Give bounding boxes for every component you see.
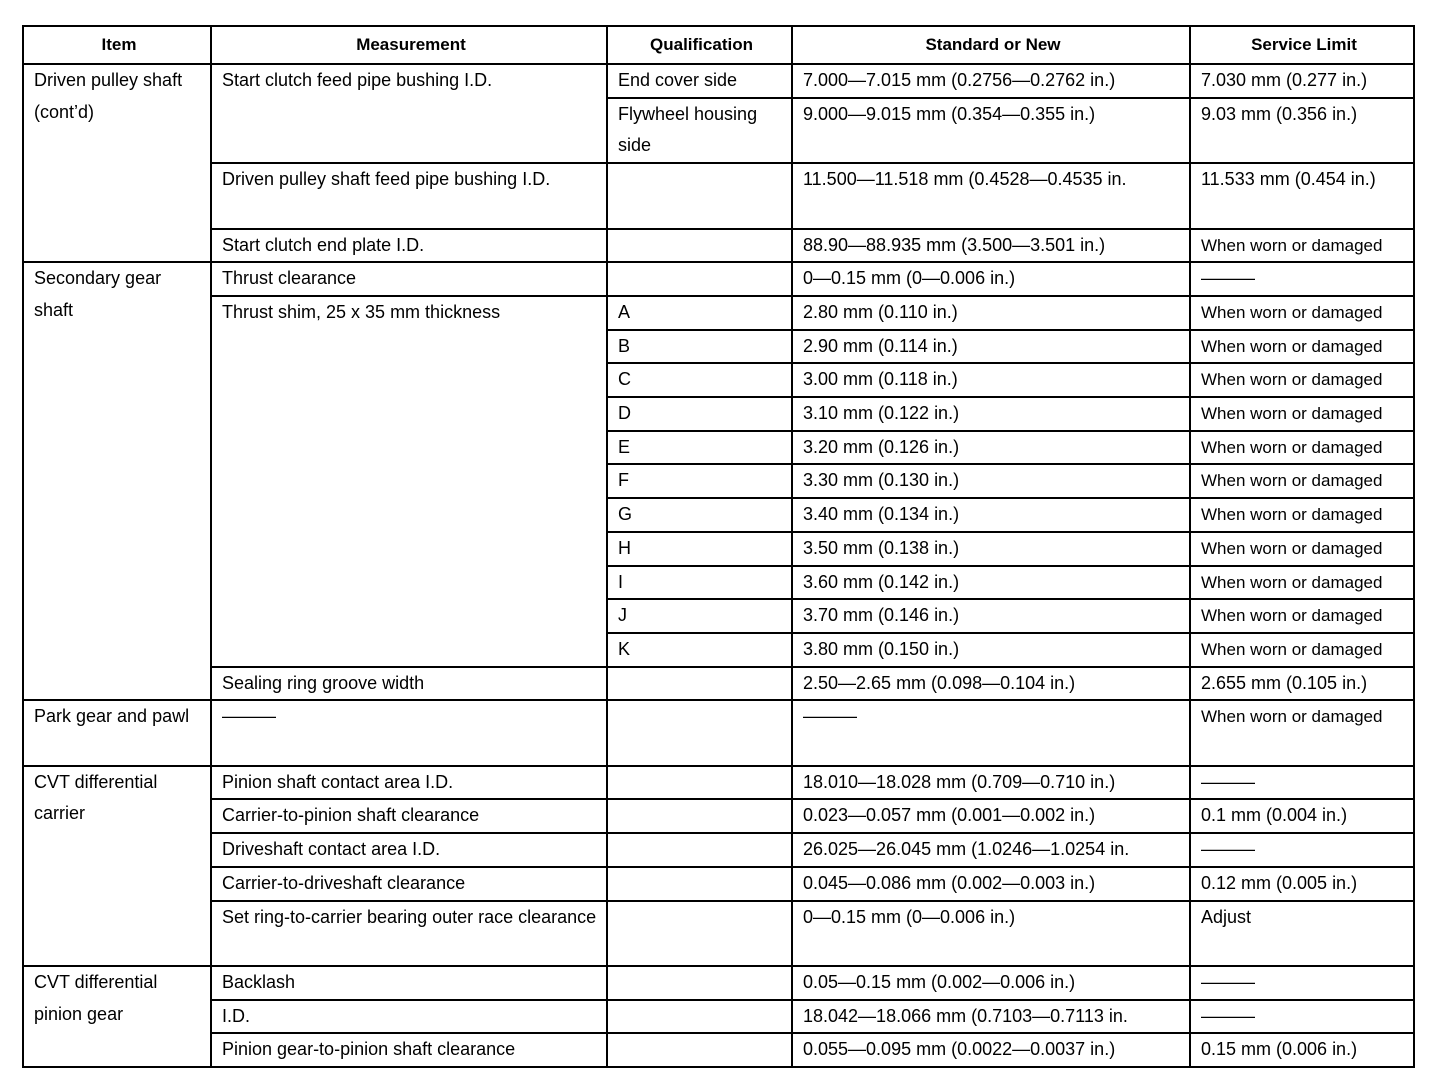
qualification-cell (607, 667, 792, 701)
standard-cell: 26.025—26.045 mm (1.0246—1.0254 in. (792, 833, 1190, 867)
header-row (23, 26, 1414, 64)
table-row (23, 163, 1414, 228)
standard-cell: 0—0.15 mm (0—0.006 in.) (792, 901, 1190, 966)
item-cell: CVT differential carrier (23, 766, 211, 966)
table-row (23, 766, 1414, 800)
standard-cell: 0—0.15 mm (0—0.006 in.) (792, 262, 1190, 296)
service-limit-cell: ——— (1190, 262, 1414, 296)
service-limit-cell: When worn or damaged (1190, 633, 1414, 667)
standard-cell: 3.30 mm (0.130 in.) (792, 464, 1190, 498)
service-limit-cell: When worn or damaged (1190, 397, 1414, 431)
measurement-cell: Carrier-to-pinion shaft clearance (211, 799, 607, 833)
header-item: Item (23, 26, 211, 64)
qualification-cell (607, 799, 792, 833)
table-row (23, 1033, 1414, 1067)
standard-cell: 18.042—18.066 mm (0.7103—0.7113 in. (792, 1000, 1190, 1034)
standard-cell: 88.90—88.935 mm (3.500—3.501 in.) (792, 229, 1190, 263)
qualification-cell (607, 867, 792, 901)
table-row (23, 799, 1414, 833)
qualification-cell: K (607, 633, 792, 667)
service-limit-cell: 0.15 mm (0.006 in.) (1190, 1033, 1414, 1067)
standard-cell: 3.40 mm (0.134 in.) (792, 498, 1190, 532)
qualification-cell (607, 1033, 792, 1067)
qualification-cell (607, 700, 792, 765)
table-row (23, 867, 1414, 901)
standard-cell: 3.80 mm (0.150 in.) (792, 633, 1190, 667)
measurement-cell: Start clutch feed pipe bushing I.D. (211, 64, 607, 163)
qualification-cell: G (607, 498, 792, 532)
header-measurement: Measurement (211, 26, 607, 64)
table-row (23, 229, 1414, 263)
standard-cell: 3.00 mm (0.118 in.) (792, 363, 1190, 397)
item-cell: Driven pulley shaft (cont’d) (23, 64, 211, 262)
standard-cell: 3.20 mm (0.126 in.) (792, 431, 1190, 465)
standard-cell: 3.10 mm (0.122 in.) (792, 397, 1190, 431)
service-limit-cell: When worn or damaged (1190, 498, 1414, 532)
standard-cell: 9.000—9.015 mm (0.354—0.355 in.) (792, 98, 1190, 163)
service-limit-cell: When worn or damaged (1190, 330, 1414, 364)
standard-cell: ——— (792, 700, 1190, 765)
measurement-cell: Driven pulley shaft feed pipe bushing I.D. (211, 163, 607, 228)
standard-cell: 3.60 mm (0.142 in.) (792, 566, 1190, 600)
header-standard: Standard or New (792, 26, 1190, 64)
table-row (23, 667, 1414, 701)
item-cell: Secondary gear shaft (23, 262, 211, 700)
item-cell: Park gear and pawl (23, 700, 211, 765)
service-limit-cell: When worn or damaged (1190, 296, 1414, 330)
standard-cell: 7.000—7.015 mm (0.2756—0.2762 in.) (792, 64, 1190, 98)
service-limit-cell: When worn or damaged (1190, 363, 1414, 397)
service-limit-cell: When worn or damaged (1190, 700, 1414, 765)
measurement-cell: Thrust clearance (211, 262, 607, 296)
qualification-cell: I (607, 566, 792, 600)
measurement-cell: Driveshaft contact area I.D. (211, 833, 607, 867)
measurement-cell: Thrust shim, 25 x 35 mm thickness (211, 296, 607, 667)
service-limit-cell: 9.03 mm (0.356 in.) (1190, 98, 1414, 163)
qualification-cell: E (607, 431, 792, 465)
specifications-table (22, 25, 1415, 1068)
table-body (23, 64, 1414, 1067)
header-service-limit: Service Limit (1190, 26, 1414, 64)
measurement-cell: Pinion gear-to-pinion shaft clearance (211, 1033, 607, 1067)
measurement-cell: Set ring-to-carrier bearing outer race clearance (211, 901, 607, 966)
standard-cell: 2.50—2.65 mm (0.098—0.104 in.) (792, 667, 1190, 701)
table-row (23, 833, 1414, 867)
table-row (23, 296, 1414, 330)
measurement-cell: Carrier-to-driveshaft clearance (211, 867, 607, 901)
standard-cell: 11.500—11.518 mm (0.4528—0.4535 in. (792, 163, 1190, 228)
measurement-cell: Sealing ring groove width (211, 667, 607, 701)
service-limit-cell: When worn or damaged (1190, 532, 1414, 566)
measurement-cell: Start clutch end plate I.D. (211, 229, 607, 263)
qualification-cell: H (607, 532, 792, 566)
service-limit-cell: When worn or damaged (1190, 229, 1414, 263)
standard-cell: 0.05—0.15 mm (0.002—0.006 in.) (792, 966, 1190, 1000)
service-limit-cell: When worn or damaged (1190, 599, 1414, 633)
item-cell: CVT differential pinion gear (23, 966, 211, 1067)
qualification-cell: D (607, 397, 792, 431)
service-limit-cell: ——— (1190, 1000, 1414, 1034)
standard-cell: 0.045—0.086 mm (0.002—0.003 in.) (792, 867, 1190, 901)
table-row (23, 64, 1414, 98)
standard-cell: 0.055—0.095 mm (0.0022—0.0037 in.) (792, 1033, 1190, 1067)
measurement-cell: Pinion shaft contact area I.D. (211, 766, 607, 800)
service-limit-cell: When worn or damaged (1190, 431, 1414, 465)
qualification-cell: End cover side (607, 64, 792, 98)
service-limit-cell: When worn or damaged (1190, 464, 1414, 498)
service-limit-cell: 0.1 mm (0.004 in.) (1190, 799, 1414, 833)
standard-cell: 3.70 mm (0.146 in.) (792, 599, 1190, 633)
qualification-cell: A (607, 296, 792, 330)
standard-cell: 2.80 mm (0.110 in.) (792, 296, 1190, 330)
table-row (23, 966, 1414, 1000)
table-row (23, 901, 1414, 966)
table-row (23, 262, 1414, 296)
measurement-cell: I.D. (211, 1000, 607, 1034)
qualification-cell (607, 766, 792, 800)
qualification-cell (607, 966, 792, 1000)
qualification-cell (607, 901, 792, 966)
service-limit-cell: When worn or damaged (1190, 566, 1414, 600)
standard-cell: 0.023—0.057 mm (0.001—0.002 in.) (792, 799, 1190, 833)
service-limit-cell: 11.533 mm (0.454 in.) (1190, 163, 1414, 228)
service-limit-cell: 2.655 mm (0.105 in.) (1190, 667, 1414, 701)
qualification-cell (607, 1000, 792, 1034)
qualification-cell: B (607, 330, 792, 364)
table-row (23, 700, 1414, 765)
qualification-cell (607, 163, 792, 228)
measurement-cell: ——— (211, 700, 607, 765)
service-limit-cell: ——— (1190, 966, 1414, 1000)
standard-cell: 2.90 mm (0.114 in.) (792, 330, 1190, 364)
service-limit-cell: 7.030 mm (0.277 in.) (1190, 64, 1414, 98)
qualification-cell (607, 833, 792, 867)
service-limit-cell: Adjust (1190, 901, 1414, 966)
standard-cell: 3.50 mm (0.138 in.) (792, 532, 1190, 566)
service-limit-cell: ——— (1190, 833, 1414, 867)
qualification-cell: F (607, 464, 792, 498)
header-qualification: Qualification (607, 26, 792, 64)
qualification-cell: Flywheel housing side (607, 98, 792, 163)
standard-cell: 18.010—18.028 mm (0.709—0.710 in.) (792, 766, 1190, 800)
qualification-cell (607, 262, 792, 296)
measurement-cell: Backlash (211, 966, 607, 1000)
service-limit-cell: 0.12 mm (0.005 in.) (1190, 867, 1414, 901)
service-limit-cell: ——— (1190, 766, 1414, 800)
qualification-cell: J (607, 599, 792, 633)
qualification-cell (607, 229, 792, 263)
qualification-cell: C (607, 363, 792, 397)
table-row (23, 1000, 1414, 1034)
